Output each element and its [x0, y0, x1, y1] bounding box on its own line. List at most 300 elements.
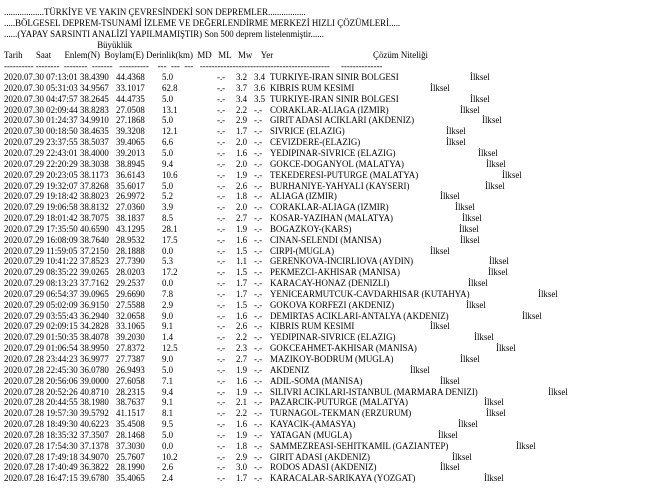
row-solution-quality: İlksel [488, 267, 508, 278]
row-mw: -.- [254, 332, 263, 343]
row-longitude: 33.1017 [116, 82, 145, 93]
row-datetime: 2020.07.28 18:35:32 [4, 429, 78, 440]
row-latitude: 36.0780 [80, 364, 109, 375]
row-location: YENICEARMUTCUK-CAVDARHISAR (KUTAHYA) [270, 288, 470, 299]
row-latitude: 40.6590 [80, 223, 109, 234]
row-ml: 2.0 [236, 158, 248, 169]
row-latitude: 38.4078 [80, 332, 109, 343]
table-row [4, 321, 450, 332]
row-ml: 2.1 [236, 397, 248, 408]
row-latitude: 37.8268 [80, 180, 109, 191]
row-md: -.- [217, 158, 226, 169]
row-latitude: 34.2828 [80, 321, 109, 332]
row-md: -.- [217, 332, 226, 343]
row-location: SIVRICE (ELAZIG) [270, 126, 345, 137]
row-location: TURKIYE-IRAN SINIR BOLGESI [270, 72, 399, 83]
row-location: TEKEDERESI-PUTURGE (MALATYA) [270, 169, 419, 180]
row-longitude: 29.2537 [116, 278, 145, 289]
row-ml: 1.9 [236, 386, 248, 397]
row-depth: 9.1 [162, 321, 174, 332]
table-row [4, 213, 482, 224]
row-longitude: 26.9493 [116, 364, 145, 375]
row-mw: -.- [254, 115, 263, 126]
row-depth: 9.4 [162, 158, 174, 169]
row-datetime: 2020.07.28 23:44:23 [4, 354, 78, 364]
row-solution-quality: İlksel [502, 169, 522, 180]
row-datetime: 2020.07.28 19:57:30 [4, 408, 78, 419]
row-datetime: 2020.07.30 07:13:01 [4, 72, 78, 83]
row-md: -.- [217, 397, 226, 408]
row-datetime: 2020.07.28 16:47:15 [4, 473, 78, 484]
row-datetime: 2020.07.29 03:55:43 [4, 310, 78, 321]
row-solution-quality: İlksel [446, 137, 466, 148]
row-ml: 1.7 [236, 473, 248, 484]
row-datetime: 2020.07.29 19:18:42 [4, 191, 78, 202]
row-mw: -.- [254, 147, 263, 158]
row-location: CINAN-SELENDI (MANISA) [270, 234, 382, 245]
row-latitude: 34.9567 [80, 82, 109, 93]
row-ml: 1.8 [236, 440, 248, 451]
row-datetime: 2020.07.29 11:59:05 [4, 245, 78, 256]
row-ml: 1.7 [236, 278, 248, 289]
row-solution-quality: İlksel [452, 451, 472, 462]
row-latitude: 38.2645 [80, 93, 109, 104]
row-latitude: 34.9910 [80, 115, 109, 126]
row-ml: 1.5 [236, 299, 248, 310]
row-depth: 1.4 [162, 332, 174, 343]
row-latitude: 37.8523 [80, 256, 109, 267]
row-depth: 5.0 [162, 147, 174, 158]
row-ml: 3.0 [236, 462, 248, 473]
row-mw: -.- [254, 354, 263, 364]
row-latitude: 38.4635 [80, 126, 109, 137]
row-depth: 9.4 [162, 386, 174, 397]
table-row [4, 343, 516, 354]
table-row [4, 126, 466, 137]
row-md: -.- [217, 440, 226, 451]
table-row [4, 104, 480, 116]
row-latitude: 36.9150 [80, 299, 109, 310]
row-latitude: 40.8710 [80, 386, 109, 397]
row-depth: 0.0 [162, 245, 174, 256]
row-mw: -.- [254, 104, 263, 115]
row-ml: 1.6 [236, 234, 248, 245]
row-depth: 2.6 [162, 462, 174, 473]
row-md: -.- [217, 82, 226, 93]
row-md: -.- [217, 213, 226, 224]
row-mw: -.- [254, 288, 263, 299]
row-solution-quality: İlksel [438, 429, 458, 440]
table-row [4, 147, 498, 159]
table-row [4, 82, 450, 94]
row-depth: 7.8 [162, 288, 174, 299]
row-longitude: 39.4065 [116, 137, 145, 148]
row-datetime: 2020.07.29 19:32:07 [4, 180, 78, 191]
row-depth: 10.6 [162, 169, 178, 180]
row-longitude: 37.3030 [116, 440, 145, 451]
row-mw: -.- [254, 158, 263, 169]
row-ml: 2.0 [236, 202, 248, 213]
row-location: KARACAY-HONAZ (DENIZLI) [270, 278, 390, 289]
row-mw: -.- [254, 299, 263, 310]
table-row [4, 365, 428, 376]
row-mw: -.- [254, 429, 263, 440]
row-latitude: 39.6780 [80, 473, 109, 484]
row-mw: -.- [254, 364, 263, 375]
row-datetime: 2020.07.28 20:52:26 [4, 386, 78, 397]
row-md: -.- [217, 364, 226, 375]
row-latitude: 38.7075 [80, 213, 109, 224]
table-row [4, 180, 505, 192]
row-md: -.- [217, 462, 226, 473]
row-mw: -.- [254, 256, 263, 267]
row-datetime: 2020.07.30 04:47:57 [4, 93, 78, 104]
table-row [4, 408, 506, 419]
row-longitude: 27.0508 [116, 104, 145, 115]
row-datetime: 2020.07.28 17:54:30 [4, 440, 78, 451]
row-md: -.- [217, 147, 226, 158]
row-depth: 5.0 [162, 180, 174, 191]
row-latitude: 39.0265 [80, 267, 109, 278]
row-latitude: 38.1173 [80, 169, 109, 180]
row-ml: 3.4 [236, 93, 248, 104]
row-md: -.- [217, 180, 226, 191]
row-ml: 1.9 [236, 223, 248, 234]
row-latitude: 38.8132 [80, 202, 109, 213]
header-center-line: .....BÖLGESEL DEPREM-TSUNAMİ İZLEME VE DEĞERLENDİRME MERKEZİ HIZLI ÇÖZÜMLERİ..... [4, 17, 401, 28]
row-location: TURNAGOL-TEKMAN (ERZURUM) [270, 408, 412, 419]
row-solution-quality: İlksel [462, 213, 482, 224]
header-note-line: ......(YAPAY SARSINTI ANALİZİ YAPILMAMIŞTIR) Son 500 deprem listelenmiştir...... [4, 28, 324, 39]
table-row [4, 158, 506, 170]
row-location: PEKMEZCI-AKHISAR (MANISA) [270, 267, 400, 278]
table-row [4, 267, 508, 278]
row-longitude: 26.9972 [116, 191, 145, 202]
table-row [4, 288, 558, 300]
row-ml: 1.6 [236, 147, 248, 158]
row-depth: 8.5 [162, 213, 174, 224]
table-row [4, 462, 460, 473]
row-latitude: 38.4390 [80, 72, 109, 83]
row-location: KIBRIS RUM KESIMI [270, 82, 355, 93]
row-solution-quality: İlksel [440, 375, 460, 386]
table-row [4, 278, 488, 289]
row-location: KAYACIK-(AMASYA) [270, 419, 356, 430]
row-longitude: 29.6690 [116, 288, 145, 299]
row-latitude: 37.7162 [80, 278, 109, 289]
row-ml: 1.8 [236, 191, 248, 202]
header-title-line: ..................TÜRKİYE VE YAKIN ÇEVRESİNDEKİ SON DEPREMLER................. [4, 7, 306, 17]
row-longitude: 39.2013 [116, 147, 145, 158]
row-datetime: 2020.07.29 22:20:29 [4, 158, 78, 169]
row-longitude: 28.9532 [116, 234, 145, 245]
row-location: ALIAGA (IZMIR) [270, 191, 337, 202]
row-ml: 1.7 [236, 126, 248, 137]
row-md: -.- [217, 169, 226, 180]
row-depth: 12.1 [162, 126, 178, 137]
row-ml: 2.9 [236, 451, 248, 462]
row-md: -.- [217, 451, 226, 462]
row-solution-quality: İlksel [474, 332, 494, 343]
table-row [4, 332, 494, 343]
row-ml: 3.2 [236, 72, 248, 83]
table-row [4, 397, 504, 408]
row-longitude: 35.6017 [116, 180, 145, 191]
row-location: KOSAR-YAZIHAN (MALATYA) [270, 213, 394, 224]
row-location: AKDENIZ [270, 364, 310, 375]
row-depth: 3.9 [162, 202, 174, 213]
row-mw: -.- [254, 419, 263, 430]
table-row [4, 256, 509, 267]
row-longitude: 33.1065 [116, 321, 145, 332]
row-depth: 0.0 [162, 440, 174, 451]
row-depth: 5.0 [162, 93, 174, 104]
row-depth: 0.0 [162, 278, 174, 289]
row-mw: 3.6 [254, 82, 266, 93]
row-location: BURHANIYE-YAHYALI (KAYSERI) [270, 180, 410, 191]
row-md: -.- [217, 137, 226, 148]
row-longitude: 28.2315 [116, 386, 145, 397]
row-solution-quality: İlksel [458, 419, 478, 430]
row-longitude: 43.1295 [116, 223, 145, 234]
row-ml: 1.6 [236, 310, 248, 321]
table-row [4, 429, 458, 441]
row-solution-quality: İlksel [470, 72, 490, 83]
row-depth: 17.5 [162, 234, 178, 245]
table-row [4, 386, 568, 398]
row-mw: -.- [254, 451, 263, 462]
row-latitude: 36.9977 [80, 354, 109, 364]
row-location: PAZARCIK-PUTURGE (MALATYA) [270, 397, 408, 408]
row-depth: 62.8 [162, 82, 178, 93]
row-datetime: 2020.07.29 01:50:35 [4, 332, 78, 343]
table-row [4, 169, 522, 181]
row-md: -.- [217, 223, 226, 234]
row-solution-quality: İlksel [486, 158, 506, 169]
table-row [4, 451, 472, 463]
row-latitude: 38.8283 [80, 104, 109, 115]
row-solution-quality: İlksel [430, 321, 450, 332]
table-row [4, 440, 536, 452]
row-depth: 2.4 [162, 473, 174, 484]
row-md: -.- [217, 343, 226, 354]
table-row [4, 137, 466, 148]
row-ml: 1.9 [236, 169, 248, 180]
row-longitude: 44.4368 [116, 72, 145, 83]
row-mw: -.- [254, 278, 263, 289]
row-ml: 1.5 [236, 245, 248, 256]
row-location: BOGAZKOY-(KARS) [270, 223, 352, 234]
table-row [4, 191, 460, 202]
row-solution-quality: İlksel [460, 234, 480, 245]
row-mw: -.- [254, 137, 263, 148]
row-datetime: 2020.07.29 20:23:05 [4, 169, 78, 180]
row-depth: 7.1 [162, 375, 174, 386]
row-solution-quality: İlksel [460, 354, 480, 364]
row-mw: -.- [254, 267, 263, 278]
row-mw: -.- [254, 234, 263, 245]
row-latitude: 38.1980 [80, 397, 109, 408]
row-mw: -.- [254, 126, 263, 137]
row-ml: 1.9 [236, 364, 248, 375]
row-longitude: 27.5588 [116, 299, 145, 310]
row-solution-quality: İlksel [486, 408, 506, 419]
row-solution-quality: İlksel [430, 245, 450, 256]
row-location: CORAKLAR-ALIAGA (IZMIR) [270, 104, 389, 115]
row-location: SILIVRI ACIKLARI-ISTANBUL (MARMARA DENIZI) [270, 386, 478, 397]
row-mw: -.- [254, 343, 263, 354]
row-latitude: 40.6223 [80, 419, 109, 430]
row-datetime: 2020.07.29 23:37:55 [4, 137, 78, 148]
row-mw: -.- [254, 397, 263, 408]
row-solution-quality: İlksel [470, 93, 490, 104]
row-ml: 2.7 [236, 213, 248, 224]
row-longitude: 28.0203 [116, 267, 145, 278]
row-solution-quality: İlksel [522, 310, 542, 321]
row-location: YATAGAN (MUGLA) [270, 429, 352, 440]
row-ml: 2.9 [236, 115, 248, 126]
row-md: -.- [217, 234, 226, 245]
row-datetime: 2020.07.28 20:44:55 [4, 397, 78, 408]
row-mw: -.- [254, 191, 263, 202]
row-md: -.- [217, 429, 226, 440]
row-datetime: 2020.07.30 05:31:03 [4, 82, 78, 93]
row-longitude: 28.1888 [116, 245, 145, 256]
row-depth: 12.5 [162, 343, 178, 354]
row-datetime: 2020.07.29 08:13:23 [4, 278, 78, 289]
row-datetime: 2020.07.29 19:06:58 [4, 202, 78, 213]
row-location: YEDIPINAR-SIVRICE (ELAZIG) [270, 332, 396, 343]
row-mw: -.- [254, 202, 263, 213]
row-depth: 8.1 [162, 408, 174, 419]
table-row [4, 299, 486, 311]
row-solution-quality: İlksel [468, 278, 488, 289]
row-depth: 9.5 [162, 419, 174, 430]
table-row [4, 72, 490, 83]
row-location: KARACALAR-SARIKAYA (YOZGAT) [270, 473, 416, 484]
row-depth: 2.9 [162, 299, 174, 310]
row-depth: 9.1 [162, 397, 174, 408]
row-solution-quality: İlksel [410, 364, 430, 375]
row-depth: 10.2 [162, 451, 178, 462]
row-depth: 9.0 [162, 354, 174, 364]
row-longitude: 27.0360 [116, 202, 145, 213]
row-md: -.- [217, 375, 226, 386]
row-datetime: 2020.07.29 18:01:42 [4, 213, 78, 224]
row-solution-quality: İlksel [430, 82, 450, 93]
row-latitude: 38.8023 [80, 191, 109, 202]
row-md: -.- [217, 245, 226, 256]
row-datetime: 2020.07.29 05:02:09 [4, 299, 78, 310]
row-latitude: 37.1378 [80, 440, 109, 451]
row-mw: -.- [254, 473, 263, 484]
row-location: SAMMEZREASI-SEHITKAMIL (GAZIANTEP) [270, 440, 449, 451]
row-location: YEDIPINAR-SIVRICE (ELAZIG) [270, 147, 396, 158]
row-datetime: 2020.07.30 00:18:50 [4, 126, 78, 137]
row-latitude: 36.2940 [80, 310, 109, 321]
row-location: KIBRIS RUM KESIMI [270, 321, 355, 332]
row-ml: 2.6 [236, 321, 248, 332]
row-solution-quality: İlksel [548, 386, 568, 397]
row-mw: -.- [254, 310, 263, 321]
row-ml: 1.7 [236, 288, 248, 299]
row-md: -.- [217, 256, 226, 267]
row-longitude: 41.1517 [116, 408, 145, 419]
table-row [4, 375, 460, 387]
row-datetime: 2020.07.28 17:49:18 [4, 451, 78, 462]
row-longitude: 35.4508 [116, 419, 145, 430]
row-latitude: 39.0000 [80, 375, 109, 386]
row-datetime: 2020.07.29 10:41:22 [4, 256, 78, 267]
row-ml: 2.3 [236, 343, 248, 354]
row-datetime: 2020.07.30 01:24:37 [4, 115, 78, 126]
row-longitude: 44.4735 [116, 93, 145, 104]
table-row [4, 419, 478, 430]
earthquake-rows [4, 72, 568, 484]
row-location: CEVIZDERE-(ELAZIG) [270, 137, 361, 148]
row-depth: 5.0 [162, 364, 174, 375]
row-mw: -.- [254, 245, 263, 256]
row-depth: 13.1 [162, 104, 178, 115]
row-md: -.- [217, 419, 226, 430]
row-md: -.- [217, 278, 226, 289]
row-mw: 3.4 [254, 72, 266, 83]
row-solution-quality: İlksel [440, 191, 460, 202]
row-solution-quality: İlksel [478, 147, 498, 158]
row-md: -.- [217, 93, 226, 104]
row-latitude: 37.3507 [80, 429, 109, 440]
row-solution-quality: İlksel [459, 223, 479, 234]
row-md: -.- [217, 288, 226, 299]
row-longitude: 27.8372 [116, 343, 145, 354]
row-md: -.- [217, 408, 226, 419]
column-headers-line: Tarih Saat Enlem(N) Boylam(E) Derinlik(km) MD ML Mw Yer Çözüm Niteliği [4, 50, 429, 61]
table-row [4, 310, 542, 322]
row-ml: 2.0 [236, 137, 248, 148]
row-md: -.- [217, 354, 226, 364]
row-latitude: 34.9070 [80, 451, 109, 462]
row-ml: 2.2 [236, 104, 248, 115]
table-row [4, 93, 490, 105]
row-depth: 5.0 [162, 72, 174, 83]
row-latitude: 37.2150 [80, 245, 109, 256]
row-datetime: 2020.07.29 22:43:01 [4, 147, 78, 158]
row-mw: -.- [254, 213, 263, 224]
row-longitude: 25.7607 [116, 451, 145, 462]
row-md: -.- [217, 473, 226, 484]
row-datetime: 2020.07.29 01:06:54 [4, 343, 78, 354]
row-md: -.- [217, 310, 226, 321]
row-solution-quality: İlksel [446, 126, 466, 137]
row-depth: 5.0 [162, 115, 174, 126]
row-depth: 5.2 [162, 191, 174, 202]
row-datetime: 2020.07.29 16:08:09 [4, 234, 78, 245]
row-datetime: 2020.07.30 02:09:44 [4, 104, 78, 115]
row-location: ADIL-SOMA (MANISA) [270, 375, 363, 386]
row-location: GIRIT ADASI ACIKLARI (AKDENIZ) [270, 115, 415, 126]
row-datetime: 2020.07.29 17:35:50 [4, 223, 78, 234]
row-ml: 1.1 [236, 256, 248, 267]
row-longitude: 27.1868 [116, 115, 145, 126]
row-location: RODOS ADASI (AKDENIZ) [270, 462, 377, 473]
row-mw: -.- [254, 321, 263, 332]
row-solution-quality: İlksel [455, 202, 475, 213]
table-row [4, 473, 504, 484]
row-location: GIRIT ADASI (AKDENIZ) [270, 451, 370, 462]
row-solution-quality: İlksel [482, 115, 502, 126]
row-depth: 9.0 [162, 310, 174, 321]
row-ml: 3.7 [236, 82, 248, 93]
